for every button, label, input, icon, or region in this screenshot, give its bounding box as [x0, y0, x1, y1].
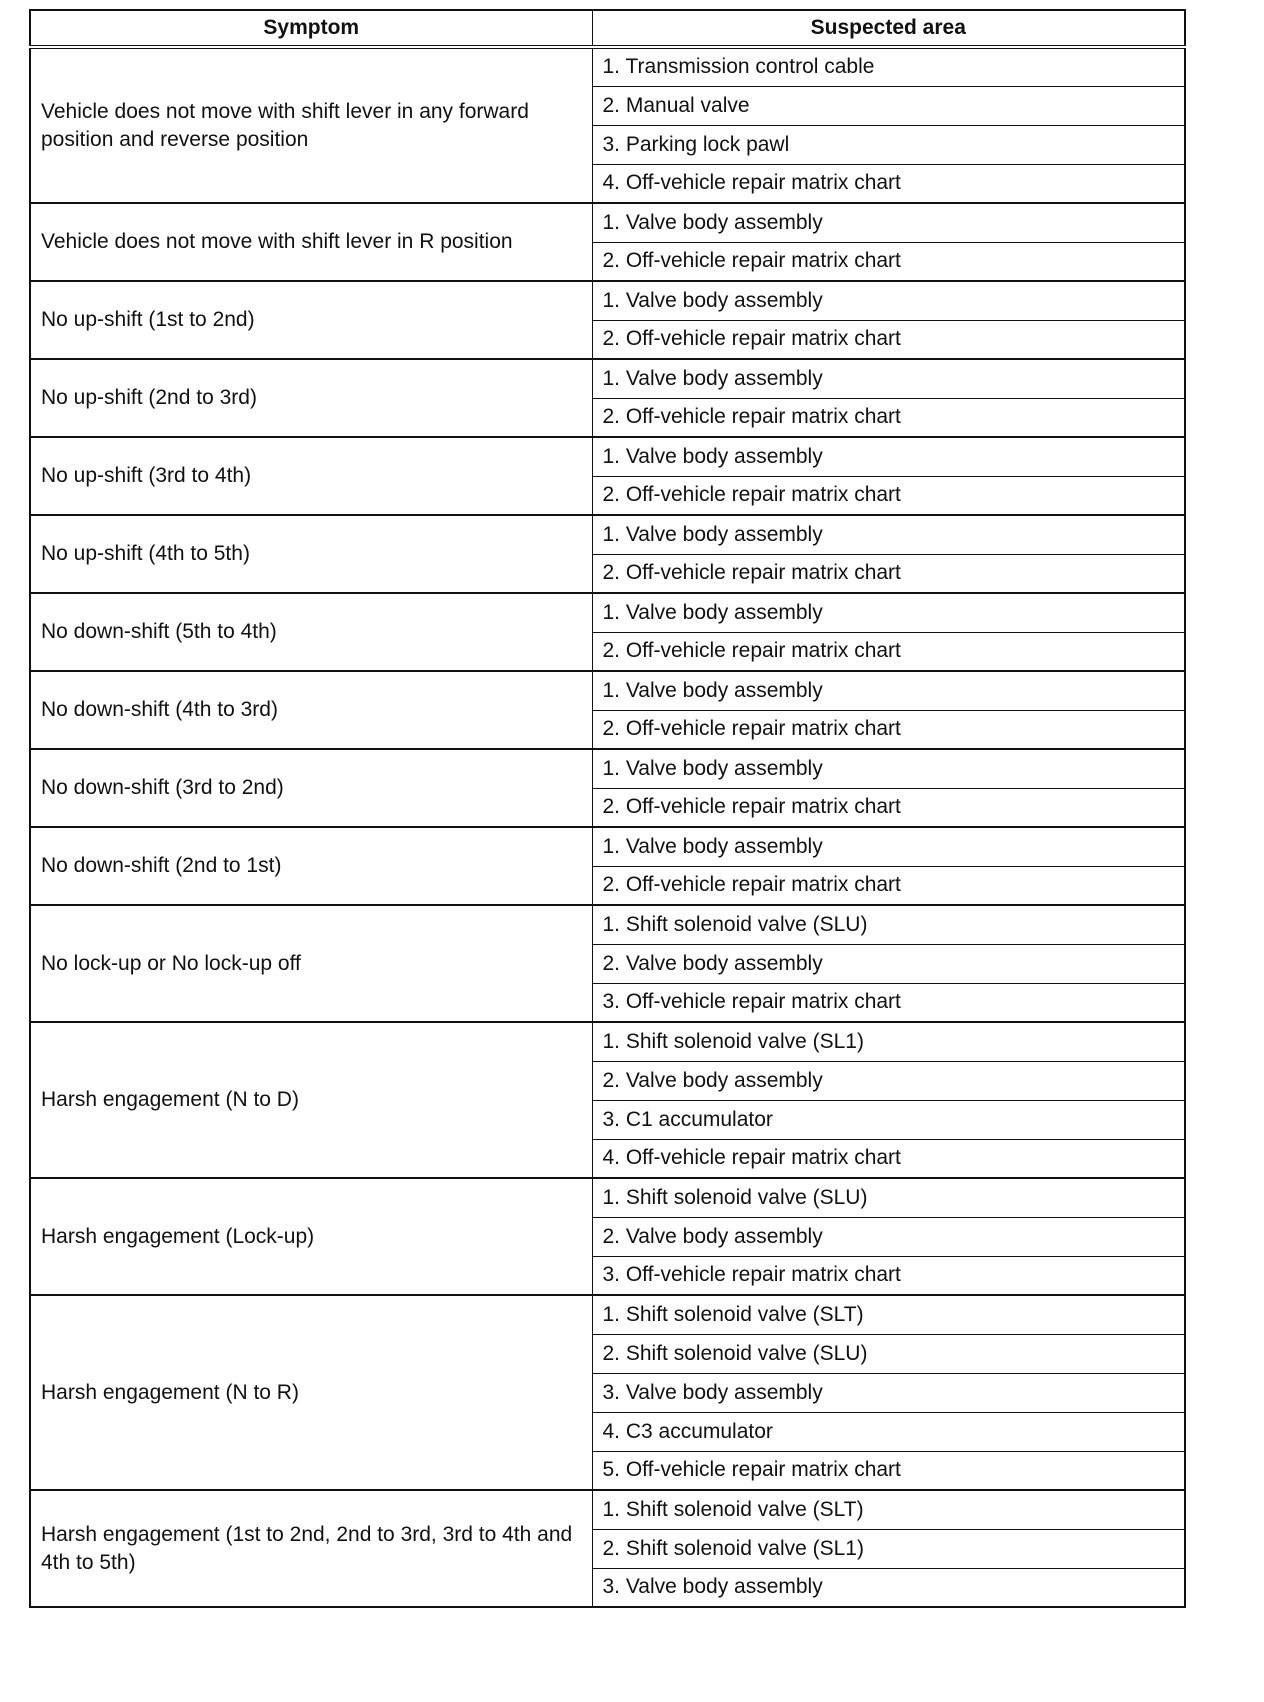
suspected-area-cell: 2. Off-vehicle repair matrix chart	[592, 320, 1185, 359]
symptom-cell: No up-shift (2nd to 3rd)	[30, 359, 592, 437]
symptom-cell: Harsh engagement (Lock-up)	[30, 1178, 592, 1295]
suspected-area-cell: 2. Off-vehicle repair matrix chart	[592, 632, 1185, 671]
suspected-area-cell: 1. Shift solenoid valve (SLU)	[592, 1178, 1185, 1217]
suspected-area-cell: 4. C3 accumulator	[592, 1412, 1185, 1451]
symptom-cell: No down-shift (2nd to 1st)	[30, 827, 592, 905]
symptom-table	[29, 9, 1186, 1608]
symptom-cell: Vehicle does not move with shift lever in any forward position and reverse position	[30, 47, 592, 203]
suspected-area-cell: 2. Valve body assembly	[592, 1217, 1185, 1256]
symptom-cell: Vehicle does not move with shift lever in R position	[30, 203, 592, 281]
suspected-area-cell: 1. Valve body assembly	[592, 671, 1185, 710]
table-header	[30, 10, 1185, 47]
symptom-cell: Harsh engagement (N to R)	[30, 1295, 592, 1490]
table-row	[30, 281, 1185, 320]
suspected-area-cell: 1. Valve body assembly	[592, 749, 1185, 788]
symptom-cell: No down-shift (5th to 4th)	[30, 593, 592, 671]
header-suspected-area: Suspected area	[592, 10, 1185, 47]
suspected-area-cell: 1. Transmission control cable	[592, 47, 1185, 86]
suspected-area-cell: 2. Off-vehicle repair matrix chart	[592, 788, 1185, 827]
table-row	[30, 827, 1185, 866]
header-symptom: Symptom	[30, 10, 592, 47]
symptom-cell: Harsh engagement (1st to 2nd, 2nd to 3rd, 3rd to 4th and 4th to 5th)	[30, 1490, 592, 1607]
suspected-area-cell: 2. Shift solenoid valve (SLU)	[592, 1334, 1185, 1373]
suspected-area-cell: 2. Manual valve	[592, 86, 1185, 125]
table-row	[30, 593, 1185, 632]
suspected-area-cell: 2. Off-vehicle repair matrix chart	[592, 242, 1185, 281]
table-row	[30, 1022, 1185, 1061]
table-row	[30, 437, 1185, 476]
symptom-cell: No up-shift (1st to 2nd)	[30, 281, 592, 359]
table-row	[30, 1295, 1185, 1334]
suspected-area-cell: 3. Valve body assembly	[592, 1373, 1185, 1412]
header-row	[30, 10, 1185, 47]
table-row	[30, 359, 1185, 398]
suspected-area-cell: 4. Off-vehicle repair matrix chart	[592, 164, 1185, 203]
table-row	[30, 203, 1185, 242]
suspected-area-cell: 2. Shift solenoid valve (SL1)	[592, 1529, 1185, 1568]
suspected-area-cell: 2. Off-vehicle repair matrix chart	[592, 476, 1185, 515]
suspected-area-cell: 3. Parking lock pawl	[592, 125, 1185, 164]
symptom-cell: No down-shift (3rd to 2nd)	[30, 749, 592, 827]
table-row	[30, 905, 1185, 944]
symptom-cell: No up-shift (3rd to 4th)	[30, 437, 592, 515]
suspected-area-cell: 1. Valve body assembly	[592, 281, 1185, 320]
table-row	[30, 1490, 1185, 1529]
suspected-area-cell: 3. Off-vehicle repair matrix chart	[592, 983, 1185, 1022]
suspected-area-cell: 3. Off-vehicle repair matrix chart	[592, 1256, 1185, 1295]
table-row	[30, 749, 1185, 788]
table-row	[30, 515, 1185, 554]
symptom-cell: No up-shift (4th to 5th)	[30, 515, 592, 593]
suspected-area-cell: 1. Shift solenoid valve (SLT)	[592, 1295, 1185, 1334]
suspected-area-cell: 1. Valve body assembly	[592, 827, 1185, 866]
suspected-area-cell: 1. Shift solenoid valve (SLU)	[592, 905, 1185, 944]
table-body	[30, 47, 1185, 1607]
table-row	[30, 1178, 1185, 1217]
table-row	[30, 47, 1185, 86]
table-row	[30, 671, 1185, 710]
suspected-area-cell: 2. Valve body assembly	[592, 944, 1185, 983]
suspected-area-cell: 1. Shift solenoid valve (SLT)	[592, 1490, 1185, 1529]
suspected-area-cell: 1. Valve body assembly	[592, 203, 1185, 242]
suspected-area-cell: 3. Valve body assembly	[592, 1568, 1185, 1607]
suspected-area-cell: 1. Shift solenoid valve (SL1)	[592, 1022, 1185, 1061]
suspected-area-cell: 4. Off-vehicle repair matrix chart	[592, 1139, 1185, 1178]
symptom-cell: Harsh engagement (N to D)	[30, 1022, 592, 1178]
suspected-area-cell: 2. Valve body assembly	[592, 1061, 1185, 1100]
suspected-area-cell: 1. Valve body assembly	[592, 515, 1185, 554]
suspected-area-cell: 1. Valve body assembly	[592, 359, 1185, 398]
suspected-area-cell: 2. Off-vehicle repair matrix chart	[592, 554, 1185, 593]
suspected-area-cell: 2. Off-vehicle repair matrix chart	[592, 710, 1185, 749]
suspected-area-cell: 1. Valve body assembly	[592, 437, 1185, 476]
suspected-area-cell: 3. C1 accumulator	[592, 1100, 1185, 1139]
symptom-cell: No lock-up or No lock-up off	[30, 905, 592, 1022]
suspected-area-cell: 2. Off-vehicle repair matrix chart	[592, 866, 1185, 905]
symptom-cell: No down-shift (4th to 3rd)	[30, 671, 592, 749]
suspected-area-cell: 5. Off-vehicle repair matrix chart	[592, 1451, 1185, 1490]
suspected-area-cell: 2. Off-vehicle repair matrix chart	[592, 398, 1185, 437]
suspected-area-cell: 1. Valve body assembly	[592, 593, 1185, 632]
